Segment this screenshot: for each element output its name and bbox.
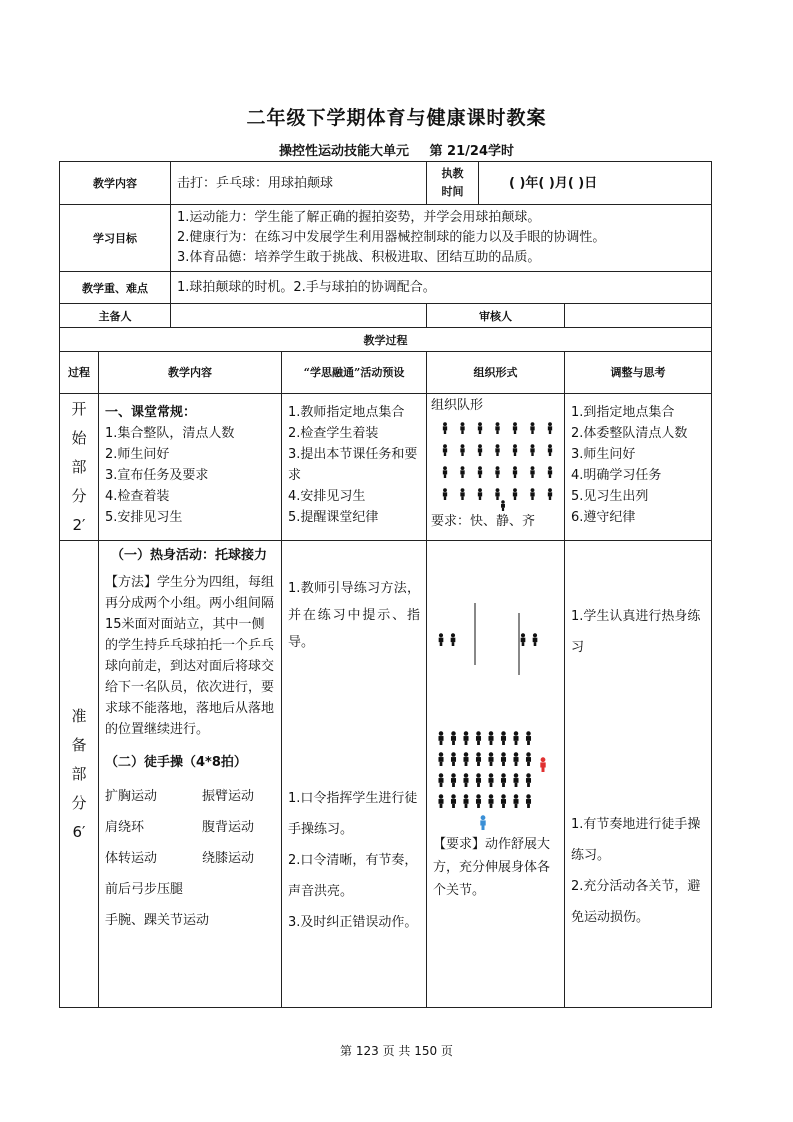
stage-char: 部	[71, 457, 87, 476]
warmup-method-text: 学生分为四组，每组再分成两个小组。两小组间隔15米面对面站立，其中一侧的学生持乒乓球拍托一个乒乓球向前走，到达对面后将球交给下一名队员，依次进行，要求球不能落地，落地后从落地的位置继续进行。	[105, 575, 275, 737]
teacher-figure-blue	[480, 815, 485, 830]
prep-content	[99, 541, 282, 1008]
student-figure	[488, 773, 493, 787]
exercise-item: 体转运动	[105, 851, 158, 866]
exercise-activity-item: 2.口令清晰，有节奏，声音洪亮。	[288, 853, 418, 899]
exercise-row	[105, 812, 275, 843]
student-figure	[463, 731, 468, 745]
student-figure	[530, 422, 534, 434]
student-figure	[526, 773, 531, 787]
student-figure	[513, 773, 518, 787]
start-activity-item: 4.安排见习生	[288, 489, 366, 504]
col-header-activity: “学思融通”活动预设	[282, 352, 427, 394]
student-figure	[438, 773, 443, 787]
start-reflection-item: 5.见习生出列	[571, 489, 649, 504]
student-figure	[526, 731, 531, 745]
student-figure	[438, 731, 443, 745]
exercise-title: （二）徒手操（4*8拍）	[105, 755, 247, 770]
start-content-item: 1.集合整队，清点人数	[105, 426, 235, 441]
exercise-row	[105, 843, 275, 874]
student-figure	[495, 444, 499, 456]
prep-activity	[282, 541, 427, 1008]
goals-list	[171, 205, 712, 272]
col-header-reflection: 调整与思考	[565, 352, 712, 394]
student-figure	[495, 488, 499, 500]
stage-char: 2′	[72, 515, 86, 534]
start-content-item: 4.检查着装	[105, 489, 170, 504]
preparer-value	[171, 304, 427, 328]
col-header-stage: 过程	[60, 352, 99, 394]
start-content-item: 3.宣布任务及要求	[105, 468, 209, 483]
key-label: 教学重、难点	[60, 272, 171, 304]
student-figure	[451, 731, 456, 745]
warmup-title: （一）热身活动：托球接力	[111, 548, 268, 563]
student-figure	[495, 422, 499, 434]
exercise-item: 腹背运动	[202, 820, 255, 835]
student-figure	[513, 752, 518, 766]
exercise-reflection	[571, 809, 705, 933]
prep-organization	[427, 541, 565, 1008]
exec-date: ( )年( )月( )日	[479, 162, 712, 205]
exec-time-label	[427, 162, 479, 205]
start-content	[99, 394, 282, 541]
exercise-activity-item: 3.及时纠正错误动作。	[288, 915, 418, 930]
start-reflection	[565, 394, 712, 541]
student-figure	[521, 633, 526, 646]
start-reflection-item: 2.体委整队清点人数	[571, 426, 688, 441]
stage-char: 开	[71, 399, 87, 418]
exercise-row	[105, 781, 275, 812]
student-figure	[513, 466, 517, 478]
student-figure	[548, 488, 552, 500]
student-figure	[476, 773, 481, 787]
exercise-row	[105, 874, 275, 905]
start-organization	[427, 394, 565, 541]
exercise-row	[105, 905, 275, 936]
start-activity-item: 2.检查学生着装	[288, 426, 379, 441]
student-figure	[513, 422, 517, 434]
page-footer: 第 123 页 共 150 页	[340, 1044, 453, 1058]
start-content-title: 一、课堂常规：	[105, 405, 197, 420]
stage-char: 分	[71, 793, 87, 812]
student-figure	[463, 773, 468, 787]
stage-char: 备	[71, 735, 87, 754]
student-figure	[548, 466, 552, 478]
start-activity	[282, 394, 427, 541]
student-figure	[530, 466, 534, 478]
page-subtitle	[0, 140, 793, 159]
student-figure	[513, 731, 518, 745]
start-activity-item: 5.提醒课堂纪律	[288, 510, 379, 525]
goal-item: 3.体育品德：培养学生敢于挑战、积极进取、团结互助的品质。	[177, 250, 541, 265]
exercise-item: 前后弓步压腿	[105, 882, 184, 897]
exercise-activity	[288, 783, 420, 938]
process-label: 教学过程	[60, 328, 712, 352]
exercise-reflection-item: 2.充分活动各关节，避免运动损伤。	[571, 879, 701, 925]
warmup-method-tag: 【方法】	[105, 575, 158, 590]
student-figure	[501, 752, 506, 766]
student-figure	[488, 794, 493, 808]
period-number: 第 21/24学时	[429, 144, 514, 159]
student-figure	[460, 422, 464, 434]
student-figure	[513, 794, 518, 808]
gymnastics-formation-diagram	[433, 727, 559, 831]
goals-label: 学习目标	[60, 205, 171, 272]
student-figure	[443, 488, 447, 500]
student-figure	[548, 444, 552, 456]
goal-item: 1.运动能力：学生能了解正确的握拍姿势，并学会用球拍颠球。	[177, 210, 541, 225]
exercise-item: 振臂运动	[202, 789, 255, 804]
content-label: 教学内容	[60, 162, 171, 205]
lesson-plan-table	[59, 161, 712, 1008]
student-figure	[501, 773, 506, 787]
student-figure	[548, 422, 552, 434]
start-reflection-item: 6.遵守纪律	[571, 510, 636, 525]
student-figure	[513, 488, 517, 500]
exec-label-1: 执教	[441, 167, 464, 180]
warmup-reflection: 1.学生认真进行热身练习	[571, 609, 701, 655]
student-figure	[451, 633, 456, 646]
content-value: 击打：乒乓球：用球拍颠球	[171, 162, 427, 205]
student-figure	[495, 466, 499, 478]
start-activity-item: 3.提出本节课任务和要求	[288, 447, 418, 483]
warmup-activity: 1.教师引导练习方法，并在练习中提示、指导。	[288, 581, 421, 650]
start-activity-item: 1.教师指定地点集合	[288, 405, 405, 420]
student-figure	[488, 752, 493, 766]
student-figure	[438, 752, 443, 766]
student-figure	[460, 444, 464, 456]
col-header-organization: 组织形式	[427, 352, 565, 394]
start-content-item: 2.师生问好	[105, 447, 170, 462]
student-figure	[443, 422, 447, 434]
student-figure	[478, 466, 482, 478]
page-title: 二年级下学期体育与健康课时教案	[246, 107, 547, 129]
student-figure	[451, 773, 456, 787]
student-figure	[533, 633, 538, 646]
start-reflection-item: 3.师生问好	[571, 447, 636, 462]
student-figure	[463, 752, 468, 766]
exercise-item: 手腕、踝关节运动	[105, 913, 210, 928]
student-figure	[443, 444, 447, 456]
exercise-item: 绕膝运动	[202, 851, 255, 866]
stage-char: 准	[71, 706, 87, 725]
reviewer-label: 审核人	[427, 304, 565, 328]
student-figure	[460, 466, 464, 478]
student-figure	[530, 488, 534, 500]
teacher-figure-red	[540, 757, 545, 772]
relay-diagram	[433, 593, 559, 683]
student-figure	[443, 466, 447, 478]
goal-item: 2.健康行为：在练习中发展学生利用器械控制球的能力以及手眼的协调性。	[177, 230, 606, 245]
exercise-item: 扩胸运动	[105, 789, 158, 804]
col-header-content: 教学内容	[99, 352, 282, 394]
start-reflection-item: 4.明确学习任务	[571, 468, 662, 483]
student-figure	[513, 444, 517, 456]
student-figure	[526, 752, 531, 766]
student-figure	[476, 752, 481, 766]
start-reflection-item: 1.到指定地点集合	[571, 405, 675, 420]
exercise-item: 肩绕环	[105, 820, 145, 835]
student-figure	[451, 752, 456, 766]
student-figure	[463, 794, 468, 808]
student-figure	[439, 633, 444, 646]
exercise-requirement	[433, 833, 558, 902]
stage-char: 始	[71, 428, 87, 447]
student-figure	[530, 444, 534, 456]
student-figure	[478, 444, 482, 456]
student-figure	[478, 488, 482, 500]
student-figure	[488, 731, 493, 745]
start-stage-label	[60, 394, 99, 541]
exercise-reflection-item: 1.有节奏地进行徒手操练习。	[571, 817, 701, 863]
student-figure	[501, 794, 506, 808]
student-figure	[476, 731, 481, 745]
student-figure	[526, 794, 531, 808]
student-figure	[478, 422, 482, 434]
prep-stage-label	[60, 541, 99, 1008]
student-figure	[501, 731, 506, 745]
formation-diagram	[439, 416, 567, 512]
teacher-figure	[501, 500, 505, 511]
preparer-label: 主备人	[60, 304, 171, 328]
exec-label-2: 时间	[441, 185, 464, 198]
org-title: 组织队形	[431, 398, 484, 413]
org-requirement: 要求：快、静、齐	[431, 514, 536, 529]
start-content-item: 5.安排见习生	[105, 510, 183, 525]
prep-reflection	[565, 541, 712, 1008]
student-figure	[476, 794, 481, 808]
stage-char: 6′	[72, 822, 86, 841]
stage-char: 部	[71, 764, 87, 783]
warmup-method	[105, 572, 275, 740]
unit-name: 操控性运动技能大单元	[278, 144, 409, 159]
exercise-activity-item: 1.口令指挥学生进行徒手操练习。	[288, 791, 418, 837]
exercise-list	[105, 781, 275, 936]
stage-char: 分	[71, 486, 87, 505]
exercise-requirement-tag: 【要求】	[433, 837, 486, 852]
exercise-requirement-text: 动作舒展大方，充分伸展身体各个关节。	[433, 837, 551, 898]
reviewer-value	[565, 304, 712, 328]
student-figure	[460, 488, 464, 500]
student-figure	[451, 794, 456, 808]
student-figure	[438, 794, 443, 808]
key-value: 1.球拍颠球的时机。2.手与球拍的协调配合。	[171, 272, 712, 304]
